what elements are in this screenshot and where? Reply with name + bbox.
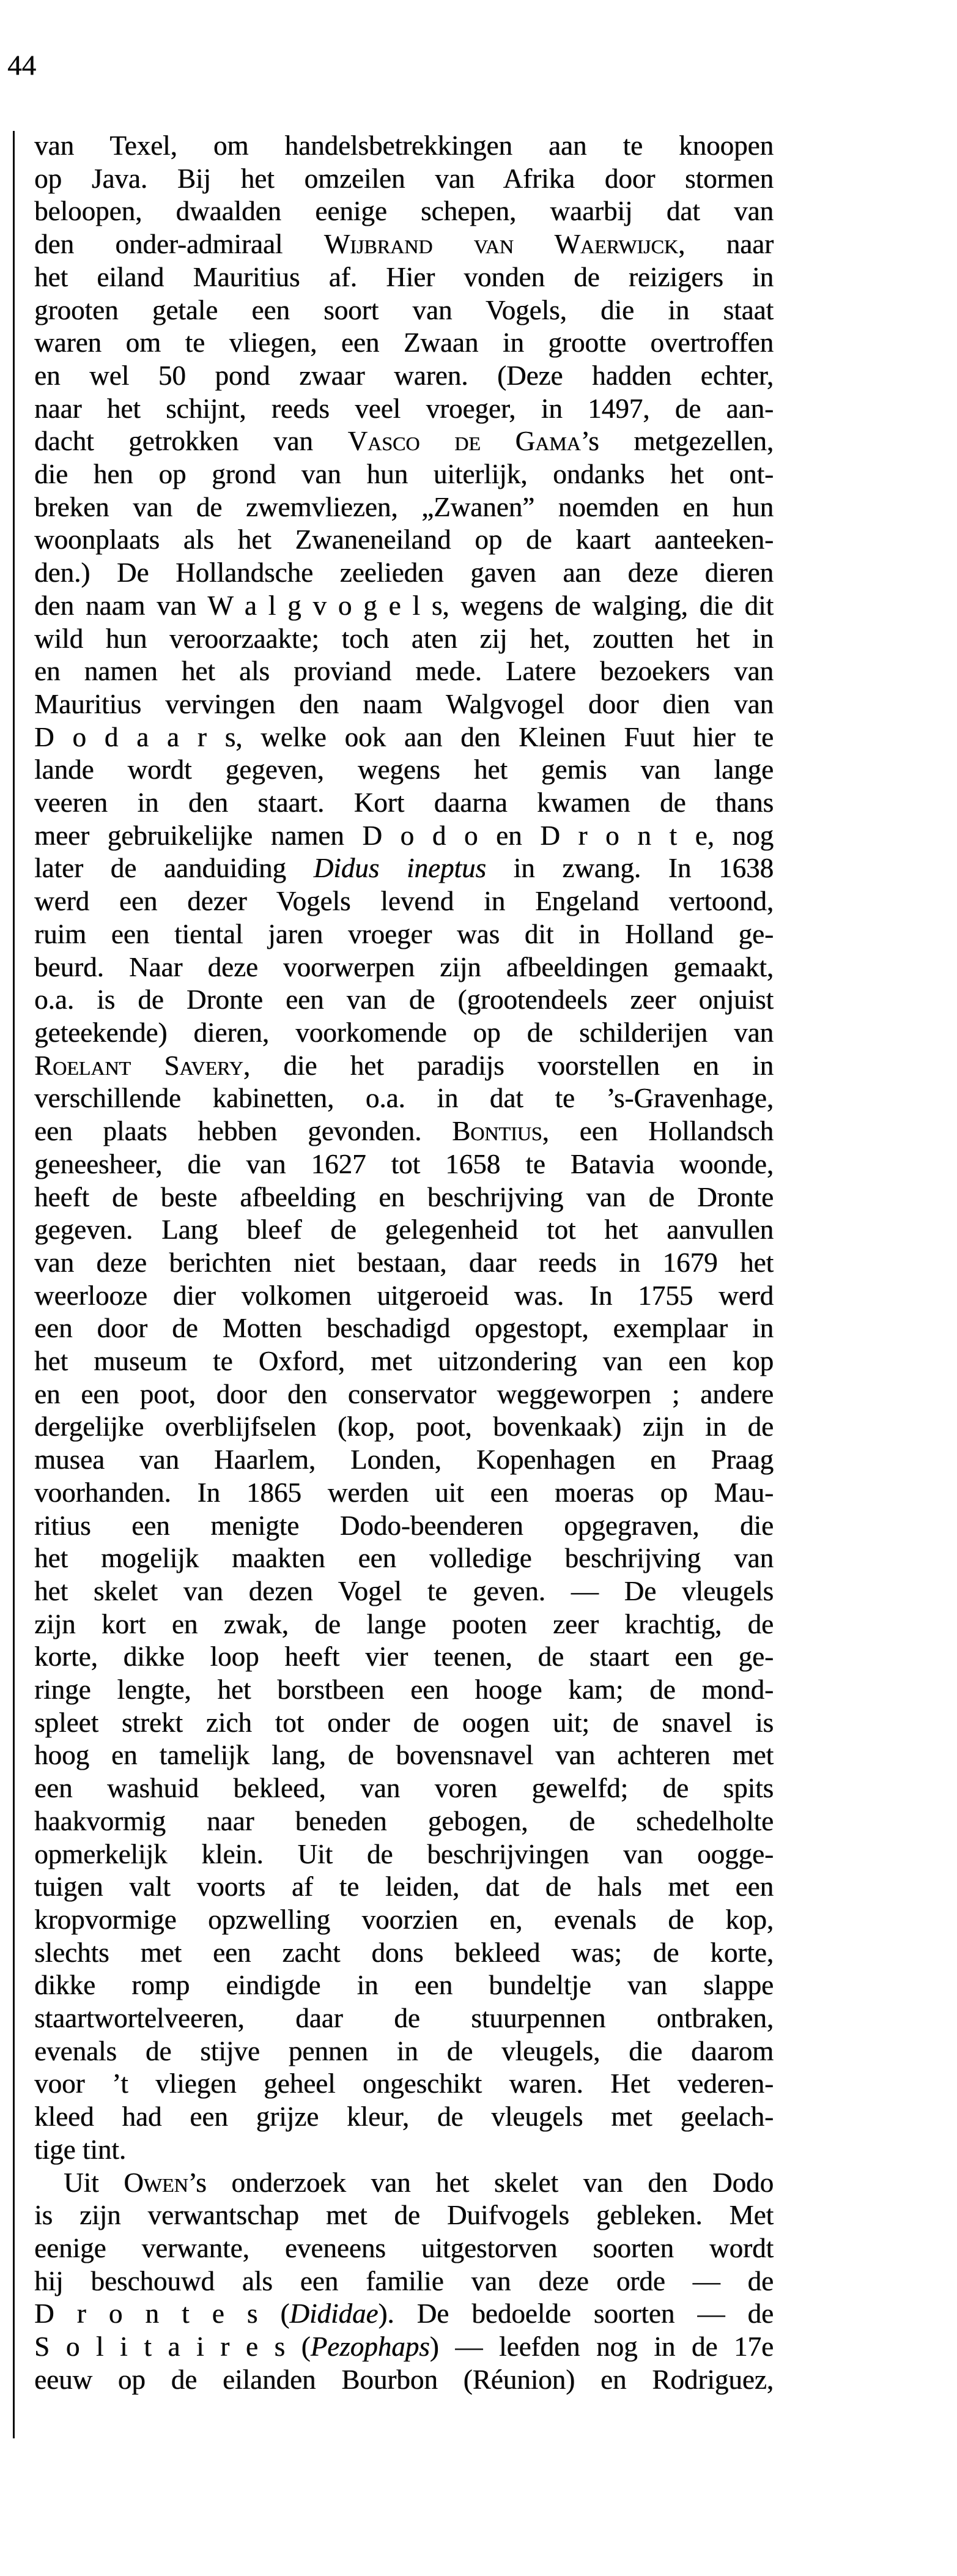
text-line [34, 820, 774, 853]
text-segment: woonplaats als het Zwaneneiland op de kaart aanteeken- [34, 524, 774, 555]
text-line [34, 524, 774, 557]
text-segment: meer gebruikelijke namen D o d o en D r o n t e, nog [34, 820, 774, 851]
text-segment: wild hun veroorzaakte; toch aten zij het, zoutten het in [34, 623, 774, 654]
text-segment: hij beschouwd als een familie van deze orde — de [34, 2265, 774, 2296]
text-segment: eenige verwante, eveneens uitgestorven soorten wordt [34, 2233, 774, 2263]
text-segment: breken van de zwemvliezen, „Zwanen” noemden en hun [34, 491, 774, 522]
text-segment: werd een dezer Vogels levend in Engeland vertoond, [34, 886, 774, 917]
text-line [34, 1214, 774, 1247]
text-line [34, 1674, 774, 1707]
text-line [34, 590, 774, 623]
text-line [34, 1247, 774, 1280]
text-segment: , die het paradijs voorstellen en in [243, 1050, 774, 1081]
text-line [34, 623, 774, 656]
text-segment: in zwang. In 1638 [486, 853, 774, 884]
text-segment: ’s metgezellen, [580, 426, 774, 457]
small-caps-name: Owen [124, 2167, 188, 2198]
text-line [34, 918, 774, 951]
text-segment: ). De bedoelde soorten — de [378, 2298, 774, 2329]
text-segment: later de aanduiding [34, 853, 314, 884]
text-segment: gegeven. Lang bleef de gelegenheid tot het aanvullen [34, 1214, 774, 1245]
text-segment: Mauritius vervingen den naam Walgvogel door dien van [34, 688, 774, 719]
text-line [34, 2101, 774, 2134]
text-segment: Uit [64, 2167, 124, 2198]
text-segment: heeft de beste afbeelding en beschrijving van de Dronte [34, 1181, 774, 1212]
text-line [34, 655, 774, 688]
text-line [34, 984, 774, 1017]
text-line [34, 1477, 774, 1510]
text-line [34, 1148, 774, 1181]
text-line [34, 1772, 774, 1805]
text-segment: slechts met een zacht dons bekleed was; de korte, [34, 1937, 774, 1968]
text-line [34, 1641, 774, 1674]
text-segment: ringe lengte, het borstbeen een hooge kam; de mond- [34, 1674, 774, 1706]
text-segment: en wel 50 pond zwaar waren. (Deze hadden echter, [34, 360, 774, 391]
text-line [34, 1017, 774, 1050]
text-segment: D r o n t e s ( [34, 2298, 290, 2329]
text-segment: een door de Motten beschadigd opgestopt, exemplaar in [34, 1313, 774, 1344]
text-line [34, 1444, 774, 1477]
left-margin-rule [13, 131, 15, 2438]
text-line [34, 1608, 774, 1641]
text-line [34, 1542, 774, 1575]
text-segment: een plaats hebben gevonden. [34, 1116, 453, 1147]
text-line [34, 1739, 774, 1772]
text-line [34, 754, 774, 787]
text-segment: tuigen valt voorts af te leiden, dat de hals met een [34, 1871, 774, 1902]
text-line [34, 2134, 774, 2167]
text-segment: verschillende kabinetten, o.a. in dat te ’s-Gravenhage, [34, 1083, 774, 1114]
text-line [34, 2232, 774, 2265]
text-line [34, 1050, 774, 1083]
text-segment: , naar [678, 229, 774, 260]
text-line [34, 1904, 774, 1937]
text-segment: haakvormig naar beneden gebogen, de schedelholte [34, 1805, 774, 1836]
text-line [34, 360, 774, 393]
text-segment: ) — leefden nog in de 17e [429, 2331, 774, 2363]
small-caps-name: Bontius [452, 1116, 542, 1147]
text-line [34, 2068, 774, 2101]
text-line [34, 491, 774, 524]
text-segment: o.a. is de Dronte een van de (grootendeels zeer onjuist [34, 984, 774, 1015]
text-line [34, 557, 774, 590]
text-segment: het skelet van dezen Vogel te geven. — De vleugels [34, 1575, 774, 1606]
text-segment: zijn kort en zwak, de lange pooten zeer krachtig, de [34, 1608, 774, 1639]
text-segment: den onder-admiraal [34, 229, 324, 260]
text-segment: ritius een menigte Dodo-beenderen opgegraven, die [34, 1510, 774, 1541]
text-segment: evenals de stijve pennen in de vleugels, die daarom [34, 2035, 774, 2066]
italic-term: Pezophaps [310, 2331, 430, 2363]
text-segment: staartwortelveeren, daar de stuurpennen ontbraken, [34, 2003, 774, 2034]
text-segment: die hen op grond van hun uiterlijk, ondanks het ont- [34, 459, 774, 490]
text-block [34, 130, 774, 2397]
text-segment: beloopen, dwaalden eenige schepen, waarbij dat van [34, 196, 774, 227]
text-line [34, 885, 774, 918]
text-segment: den naam van W a l g v o g e l s, wegens de walging, die dit [34, 590, 774, 621]
text-line [34, 294, 774, 327]
text-segment: opmerkelijk klein. Uit de beschrijvingen van oogge- [34, 1838, 774, 1869]
text-segment: voor ’t vliegen geheel ongeschikt waren. Het vederen- [34, 2068, 774, 2099]
text-line [34, 163, 774, 196]
text-line [34, 2002, 774, 2035]
text-segment: kropvormige opzwelling voorzien en, evenals de kop, [34, 1904, 774, 1935]
text-line [34, 1378, 774, 1411]
text-line [34, 2331, 774, 2364]
text-line [34, 228, 774, 261]
text-segment: van deze berichten niet bestaan, daar reeds in 1679 het [34, 1247, 774, 1278]
text-line [34, 393, 774, 426]
text-segment: het mogelijk maakten een volledige beschrijving van [34, 1543, 774, 1574]
text-segment: eeuw op de eilanden Bourbon (Réunion) en Rodriguez, [34, 2364, 774, 2395]
text-segment: is zijn verwantschap met de Duifvogels gebleken. Met [34, 2200, 774, 2231]
text-segment: naar het schijnt, reeds veel vroeger, in 1497, de aan- [34, 393, 774, 424]
text-segment: het eiland Mauritius af. Hier vonden de reizigers in [34, 261, 774, 292]
text-segment: op Java. Bij het omzeilen van Afrika door stormen [34, 163, 774, 194]
text-line [34, 1510, 774, 1543]
small-caps-name: Wijbrand van Waerwijck [323, 229, 678, 260]
text-line [34, 1411, 774, 1444]
text-segment: hoog en tamelijk lang, de bovensnavel van achteren met [34, 1740, 774, 1771]
text-segment: ruim een tiental jaren vroeger was dit in Holland ge- [34, 918, 774, 949]
text-segment: geteekende) dieren, voorkomende op de schilderijen van [34, 1017, 774, 1048]
text-line [34, 1707, 774, 1740]
text-line [34, 1575, 774, 1608]
text-line [34, 1969, 774, 2002]
text-segment: tige tint. [34, 2134, 126, 2165]
text-line [34, 787, 774, 820]
italic-term: Dididae [289, 2298, 379, 2329]
text-segment: een washuid bekleed, van voren gewelfd; de spits [34, 1773, 774, 1804]
text-line [34, 1838, 774, 1871]
text-segment: geneesheer, die van 1627 tot 1658 te Batavia woonde, [34, 1148, 774, 1179]
text-segment: dikke romp eindigde in een bundeltje van slappe [34, 1970, 774, 2001]
text-line [34, 1871, 774, 1904]
text-segment: het museum te Oxford, met uitzondering van een kop [34, 1346, 774, 1377]
text-segment: dergelijke overblijfselen (kop, poot, bovenkaak) zijn in de [34, 1411, 774, 1442]
text-line [34, 852, 774, 885]
italic-term: Didus ineptus [313, 853, 486, 884]
text-line [34, 2035, 774, 2068]
text-segment: , een Hollandsch [542, 1116, 774, 1147]
text-line [34, 1280, 774, 1313]
text-segment: veeren in den staart. Kort daarna kwamen de thans [34, 787, 774, 818]
small-caps-name: Roelant Savery [34, 1050, 243, 1081]
text-segment: ’s onderzoek van het skelet van den Dodo [188, 2167, 774, 2198]
text-segment: voorhanden. In 1865 werden uit een moeras op Mau- [34, 1477, 774, 1508]
text-segment: lande wordt gegeven, wegens het gemis van lange [34, 754, 774, 785]
text-segment: musea van Haarlem, Londen, Kopenhagen en Praag [34, 1444, 774, 1475]
text-line [34, 721, 774, 754]
small-caps-name: Vasco de Gama [347, 426, 581, 457]
text-line [34, 2167, 774, 2200]
text-line [34, 1181, 774, 1214]
text-line [34, 1312, 774, 1345]
text-line [34, 1345, 774, 1378]
text-segment: kleed had een grijze kleur, de vleugels met geelach- [34, 2101, 774, 2132]
page-number: 44 [7, 50, 36, 81]
text-segment: dacht getrokken van [34, 426, 348, 457]
text-line [34, 195, 774, 228]
text-line [34, 425, 774, 458]
text-segment: van Texel, om handelsbetrekkingen aan te knoopen [34, 130, 774, 161]
text-segment: korte, dikke loop heeft vier teenen, de staart een ge- [34, 1641, 774, 1672]
text-segment: en namen het als proviand mede. Latere bezoekers van [34, 656, 774, 687]
text-line [34, 2364, 774, 2397]
text-line [34, 951, 774, 984]
text-segment: den.) De Hollandsche zeelieden gaven aan deze dieren [34, 557, 774, 588]
text-line [34, 1805, 774, 1838]
text-segment: S o l i t a i r e s ( [34, 2331, 311, 2363]
text-line [34, 2298, 774, 2331]
text-segment: en een poot, door den conservator weggeworpen ; andere [34, 1378, 774, 1409]
text-line [34, 261, 774, 294]
text-line [34, 1115, 774, 1148]
text-segment: grooten getale een soort van Vogels, die in staat [34, 294, 774, 325]
text-segment: D o d a a r s, welke ook aan den Kleinen Fuut hier te [34, 721, 774, 752]
text-line [34, 2265, 774, 2298]
text-line [34, 1937, 774, 1970]
text-segment: weerlooze dier volkomen uitgeroeid was. In 1755 werd [34, 1280, 774, 1311]
text-line [34, 327, 774, 360]
text-segment: spleet strekt zich tot onder de oogen uit; de snavel is [34, 1707, 774, 1738]
text-line [34, 1082, 774, 1115]
text-line [34, 130, 774, 163]
text-line [34, 458, 774, 491]
text-segment: beurd. Naar deze voorwerpen zijn afbeeldingen gemaakt, [34, 951, 774, 982]
text-line [34, 2199, 774, 2232]
text-line [34, 688, 774, 721]
text-segment: waren om te vliegen, een Zwaan in grootte overtroffen [34, 327, 774, 358]
